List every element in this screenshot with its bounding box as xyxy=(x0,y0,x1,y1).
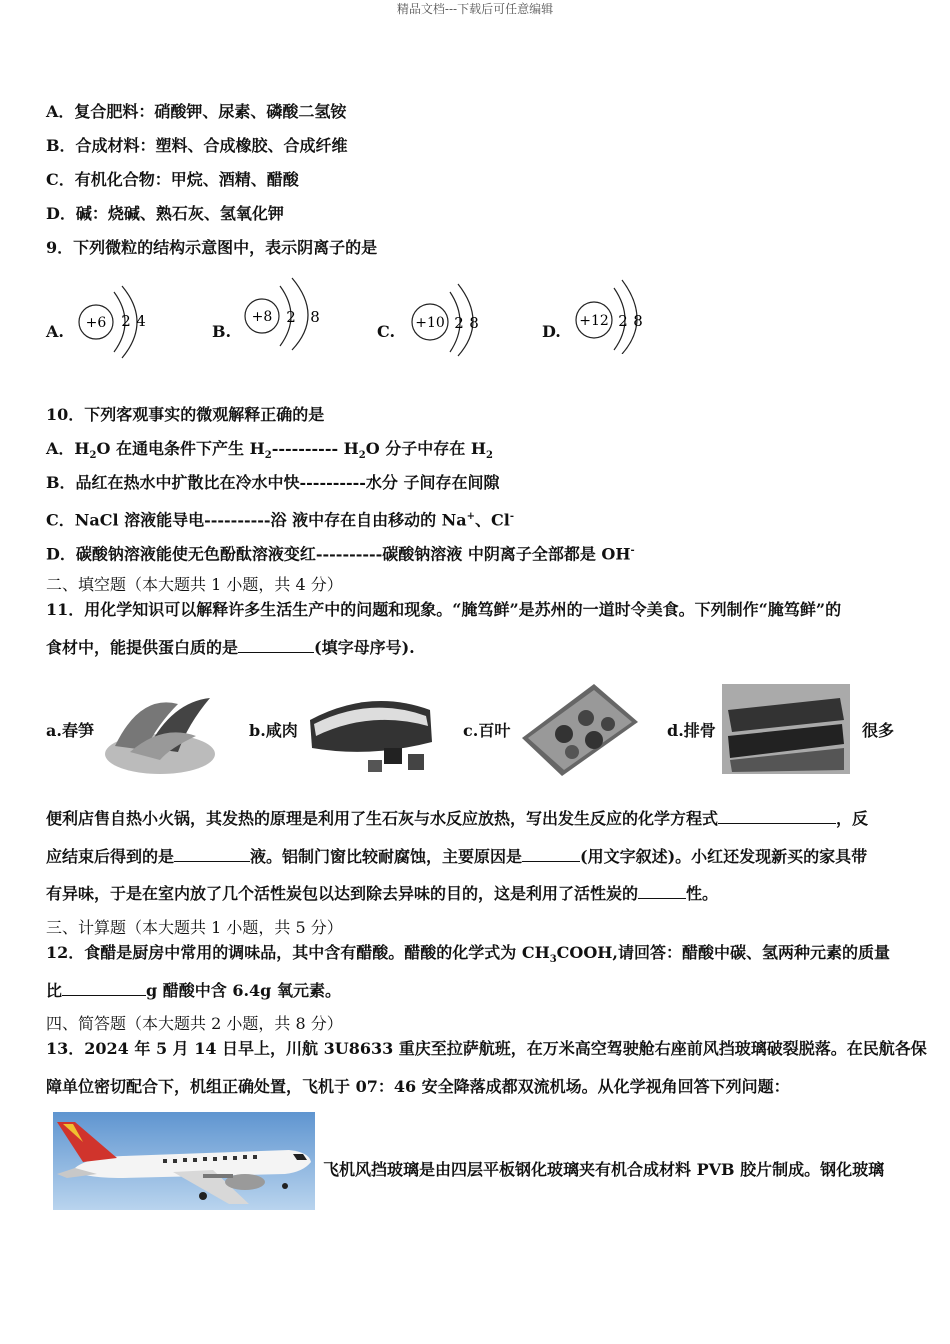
food-label-d: d.排骨 xyxy=(667,721,716,740)
section-3-heading: 三、计算题（本大题共 1 小题，共 5 分） xyxy=(46,918,343,937)
answer-blank[interactable] xyxy=(238,638,314,653)
answer-blank[interactable] xyxy=(718,809,836,824)
q10-option-c: C．NaCl 溶液能导电----------浴 液中存在自由移动的 Na+、Cl- xyxy=(46,510,515,530)
q10-option-a: A．$H_2O$ 在通电条件下产生 $H_2----------$ $H_2O$ 分子中存在 $H_2$ xyxy=(46,439,493,462)
page-header: 精品文档---下载后可任意编辑 xyxy=(396,2,554,16)
shell-2-electrons-c: 8 xyxy=(469,314,479,332)
q8-option-a: A．复合肥料：硝酸钾、尿素、磷酸二氢铵 xyxy=(46,102,347,121)
shell-1-electrons-a: 2 xyxy=(121,312,131,330)
q8-option-c: C．有机化合物：甲烷、酒精、醋酸 xyxy=(46,170,299,189)
atom-diagram-c xyxy=(408,282,488,358)
nucleus-charge-c: +10 xyxy=(415,315,445,331)
salted-pork-image xyxy=(300,684,440,778)
food-label-a: a.春笋 xyxy=(46,721,94,740)
q11-line-3: 便利店售自热小火锅，其发热的原理是利用了生石灰与水反应放热，写出发生反应的化学方程式 ，反 xyxy=(46,809,869,828)
food-label-b: b.咸肉 xyxy=(249,721,298,740)
answer-blank[interactable] xyxy=(638,884,686,899)
answer-blank[interactable] xyxy=(522,847,580,862)
atom-diagram-a xyxy=(76,284,156,360)
pork-ribs-image xyxy=(720,680,852,778)
q9-option-a-label: A. xyxy=(46,322,64,341)
shell-1-electrons-d: 2 xyxy=(618,312,628,330)
shell-1-electrons-c: 2 xyxy=(454,314,464,332)
q9-option-d-label: D. xyxy=(542,322,561,341)
q11-line-5: 有异味，于是在室内放了几个活性炭包以达到除去异味的目的，这是利用了活性炭的 性。 xyxy=(46,884,719,903)
q13-line-2: 障单位密切配合下，机组正确处置，飞机于 07：46 安全降落成都双流机场。从化学视角回答下列问题： xyxy=(46,1077,790,1096)
q11-line-4: 应结束后得到的是 液。铝制门窗比较耐腐蚀，主要原因是 (用文字叙述)。小红还发现新买的家具带 xyxy=(46,847,868,866)
q9-option-c-label: C. xyxy=(377,322,396,341)
q9-option-b-label: B. xyxy=(212,322,232,341)
shell-1-electrons-b: 2 xyxy=(286,308,296,326)
q12-line-1: 12．食醋是厨房中常用的调味品，其中含有醋酸。醋酸的化学式为 $CH_3COOH$,请回答：醋酸中碳、氢两种元素的质量 xyxy=(46,943,890,966)
q11-line-2: 食材中，能提供蛋白质的是 (填字母序号). xyxy=(46,638,415,657)
spring-bamboo-shoot-image xyxy=(100,684,220,778)
nucleus-charge-b: +8 xyxy=(251,309,273,325)
q12-line-2: 比 g 醋酸中含 6.4g 氧元素。 xyxy=(46,981,341,1000)
answer-blank[interactable] xyxy=(62,981,146,996)
atom-diagram-d xyxy=(574,278,654,354)
q10-option-b: B．品红在热水中扩散比在冷水中快----------水分 子间存在间隙 xyxy=(46,473,500,492)
section-4-heading: 四、简答题（本大题共 2 小题，共 8 分） xyxy=(46,1014,343,1033)
atom-diagram-b xyxy=(242,276,326,352)
food-label-c: c.百叶 xyxy=(463,721,511,740)
q8-option-b: B．合成材料：塑料、合成橡胶、合成纤维 xyxy=(46,136,348,155)
q9-stem: 9．下列微粒的结构示意图中，表示阴离子的是 xyxy=(46,238,378,257)
q10-stem: 10．下列客观事实的微观解释正确的是 xyxy=(46,405,325,424)
q8-option-d: D．碱：烧碱、熟石灰、氢氧化钾 xyxy=(46,204,284,223)
nucleus-charge-a: +6 xyxy=(85,315,107,331)
answer-blank[interactable] xyxy=(174,847,250,862)
q11-line-1: 11．用化学知识可以解释许多生活生产中的问题和现象。“腌笃鲜”是苏州的一道时令美食。下列制作“腌笃鲜”的 xyxy=(46,600,842,619)
q11-tail-text: 很多 xyxy=(862,721,895,740)
shell-2-electrons-b: 8 xyxy=(310,308,320,326)
q13-line-3: 飞机风挡玻璃是由四层平板钢化玻璃夹有机合成材料 PVB 胶片制成。钢化玻璃 xyxy=(323,1160,885,1179)
q10-option-d: D．碳酸钠溶液能使无色酚酞溶液变红----------碳酸钠溶液 中阴离子全部都是 OH- xyxy=(46,544,635,564)
nucleus-charge-d: +12 xyxy=(579,313,609,329)
tofu-skin-image xyxy=(514,676,644,780)
airplane-photo xyxy=(53,1112,315,1210)
shell-2-electrons-d: 8 xyxy=(633,312,643,330)
section-2-heading: 二、填空题（本大题共 1 小题，共 4 分） xyxy=(46,575,343,594)
q13-line-1: 13．2024 年 5 月 14 日早上，川航 3U8633 重庆至拉萨航班，在万米高空驾驶舱右座前风挡玻璃破裂脱落。在民航各保 xyxy=(46,1039,927,1058)
shell-2-electrons-a: 4 xyxy=(136,312,146,330)
